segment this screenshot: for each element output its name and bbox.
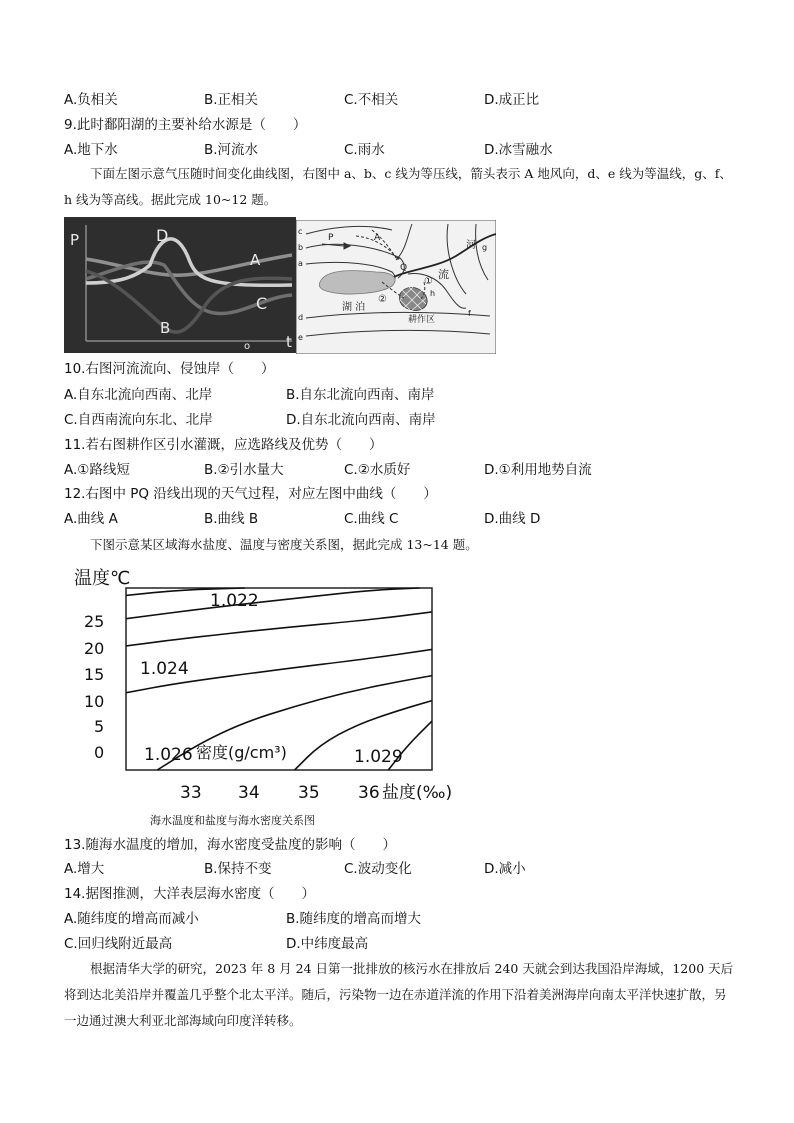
isobar-label-a: a bbox=[298, 259, 303, 268]
q13-option-a[interactable]: A.增大 bbox=[64, 861, 105, 877]
q8-option-c[interactable]: C.不相关 bbox=[344, 92, 399, 108]
q9-options bbox=[64, 140, 744, 160]
density-unit-label: 密度(g/cm³) bbox=[196, 743, 287, 762]
map-text-flow: 流 bbox=[438, 268, 449, 281]
contour-label-h: h bbox=[430, 289, 436, 298]
y-tick-10: 10 bbox=[84, 692, 105, 711]
q12-option-d[interactable]: D.曲线 D bbox=[484, 511, 541, 527]
route-label-1: ① bbox=[424, 276, 433, 287]
density-label-1026: 1.026 bbox=[144, 745, 193, 765]
x-tick-36: 36 bbox=[358, 783, 380, 803]
y-tick-15: 15 bbox=[84, 665, 105, 684]
q10-option-b[interactable]: B.自东北流向西南、南岸 bbox=[286, 387, 435, 403]
q11-options bbox=[64, 460, 744, 480]
point-label-p: P bbox=[328, 233, 334, 243]
q8-option-b[interactable]: B.正相关 bbox=[204, 92, 259, 108]
q11-option-d[interactable]: D.①利用地势自流 bbox=[484, 462, 592, 478]
y-tick-20: 20 bbox=[84, 639, 105, 658]
q9-option-a[interactable]: A.地下水 bbox=[64, 142, 118, 158]
point-label-q: Q bbox=[400, 263, 408, 273]
q13-option-b[interactable]: B.保持不变 bbox=[204, 861, 272, 877]
intro-passage-text: 根据清华大学的研究，2023 年 8 月 24 日第一批排放的核污水在排放后 240 天就会到达我国沿岸海域，1200 天后将到达北美沿岸并覆盖几乎整个北太平洋。随后，污染物一边在赤道洋流的作用下沿着美洲海岸向南太平洋快速扩散，另一边通过澳大利亚北部海域向印度洋转移。 bbox=[64, 961, 734, 1028]
x-tick-34: 34 bbox=[238, 783, 260, 803]
y-tick-25: 25 bbox=[84, 612, 105, 631]
q10-option-c[interactable]: C.自西南流向东北、北岸 bbox=[64, 412, 213, 428]
x-tick-33: 33 bbox=[180, 783, 202, 803]
q12-options bbox=[64, 509, 744, 529]
q9-option-d[interactable]: D.冰雪融水 bbox=[484, 142, 553, 158]
contour-label-g: g bbox=[482, 243, 488, 252]
q10-option-a[interactable]: A.自东北流向西南、北岸 bbox=[64, 387, 213, 403]
q13-options bbox=[64, 859, 744, 879]
q13-option-d[interactable]: D.减小 bbox=[484, 861, 526, 877]
q11-stem: 11.若右图耕作区引水灌溉，应选路线及优势（ ） bbox=[64, 437, 383, 453]
map-text-lake: 湖 泊 bbox=[342, 302, 366, 313]
q14-option-a[interactable]: A.随纬度的增高而减小 bbox=[64, 911, 199, 927]
q11-option-a[interactable]: A.①路线短 bbox=[64, 462, 130, 478]
q8-option-a[interactable]: A.负相关 bbox=[64, 92, 118, 108]
route-label-2: ② bbox=[378, 294, 387, 305]
left-axis-p: P bbox=[70, 231, 80, 249]
point-label-a: A bbox=[374, 233, 381, 243]
y-tick-5: 5 bbox=[94, 717, 105, 736]
intro-13-14-text: 下图示意某区域海水盐度、温度与密度关系图，据此完成 13~14 题。 bbox=[90, 537, 478, 552]
intro-10-12 bbox=[64, 161, 736, 213]
map-text-river: 河 bbox=[466, 240, 476, 251]
density-label-1029: 1.029 bbox=[354, 747, 403, 767]
density-chart bbox=[64, 562, 484, 808]
q12-stem: 12.右图中 PQ 沿线出现的天气过程，对应左图中曲线（ ） bbox=[64, 486, 437, 502]
density-label-1022: 1.022 bbox=[210, 591, 259, 611]
contour-label-f: f bbox=[468, 309, 471, 318]
y-tick-0: 0 bbox=[94, 743, 105, 762]
x-tick-35: 35 bbox=[298, 783, 320, 803]
q9-stem: 9.此时鄱阳湖的主要补给水源是（ ） bbox=[64, 117, 307, 133]
q11-option-b[interactable]: B.②引水量大 bbox=[204, 462, 284, 478]
q8-options bbox=[64, 90, 744, 110]
isotherm-label-d: d bbox=[298, 313, 304, 322]
isobar-label-b: b bbox=[298, 243, 304, 252]
q10-stem: 10.右图河流流向、侵蚀岸（ ） bbox=[64, 361, 275, 377]
density-label-1024: 1.024 bbox=[140, 659, 189, 679]
q12-option-c[interactable]: C.曲线 C bbox=[344, 511, 399, 527]
curve-label-a: A bbox=[250, 251, 261, 269]
q10-option-d[interactable]: D.自东北流向西南、南岸 bbox=[286, 412, 436, 428]
q14-options-row2 bbox=[64, 934, 744, 954]
q14-option-b[interactable]: B.随纬度的增高而增大 bbox=[286, 911, 422, 927]
q14-options-row1 bbox=[64, 909, 744, 929]
q12-option-a[interactable]: A.曲线 A bbox=[64, 511, 118, 527]
pressure-time-figure bbox=[64, 217, 296, 353]
q9-option-c[interactable]: C.雨水 bbox=[344, 142, 385, 158]
q13-stem: 13.随海水温度的增加，海水密度受盐度的影响（ ） bbox=[64, 837, 396, 853]
q10-options-row1 bbox=[64, 385, 744, 405]
density-chart-caption: 海水温度和盐度与海水密度关系图 bbox=[150, 814, 315, 827]
isobar-label-c: c bbox=[298, 227, 303, 236]
intro-13-14 bbox=[64, 532, 736, 558]
density-y-label: 温度℃ bbox=[74, 568, 131, 589]
density-x-label: 盐度(‰) bbox=[382, 783, 453, 803]
q13-option-c[interactable]: C.波动变化 bbox=[344, 861, 412, 877]
curve-label-c: C bbox=[256, 294, 268, 313]
curve-label-d: D bbox=[156, 226, 169, 245]
intro-passage bbox=[64, 956, 736, 1034]
isobar-map-figure bbox=[296, 220, 496, 354]
q11-option-c[interactable]: C.②水质好 bbox=[344, 462, 411, 478]
isotherm-label-e: e bbox=[298, 333, 303, 342]
q12-option-b[interactable]: B.曲线 B bbox=[204, 511, 259, 527]
left-axis-t: t bbox=[286, 333, 292, 351]
q14-option-c[interactable]: C.回归线附近最高 bbox=[64, 936, 173, 952]
left-origin: o bbox=[244, 341, 251, 352]
q9-option-b[interactable]: B.河流水 bbox=[204, 142, 259, 158]
intro-10-12-text: 下面左图示意气压随时间变化曲线图，右图中 a、b、c 线为等压线，箭头表示 A 地风向，d、e 线为等温线，g、f、h 线为等高线。据此完成 10~12 题。 bbox=[64, 166, 732, 207]
map-text-farm: 耕作区 bbox=[408, 315, 436, 325]
q14-option-d[interactable]: D.中纬度最高 bbox=[286, 936, 369, 952]
q8-option-d[interactable]: D.成正比 bbox=[484, 92, 540, 108]
q14-stem: 14.据图推测，大洋表层海水密度（ ） bbox=[64, 886, 315, 902]
q10-options-row2 bbox=[64, 410, 744, 430]
curve-label-b: B bbox=[160, 319, 171, 337]
